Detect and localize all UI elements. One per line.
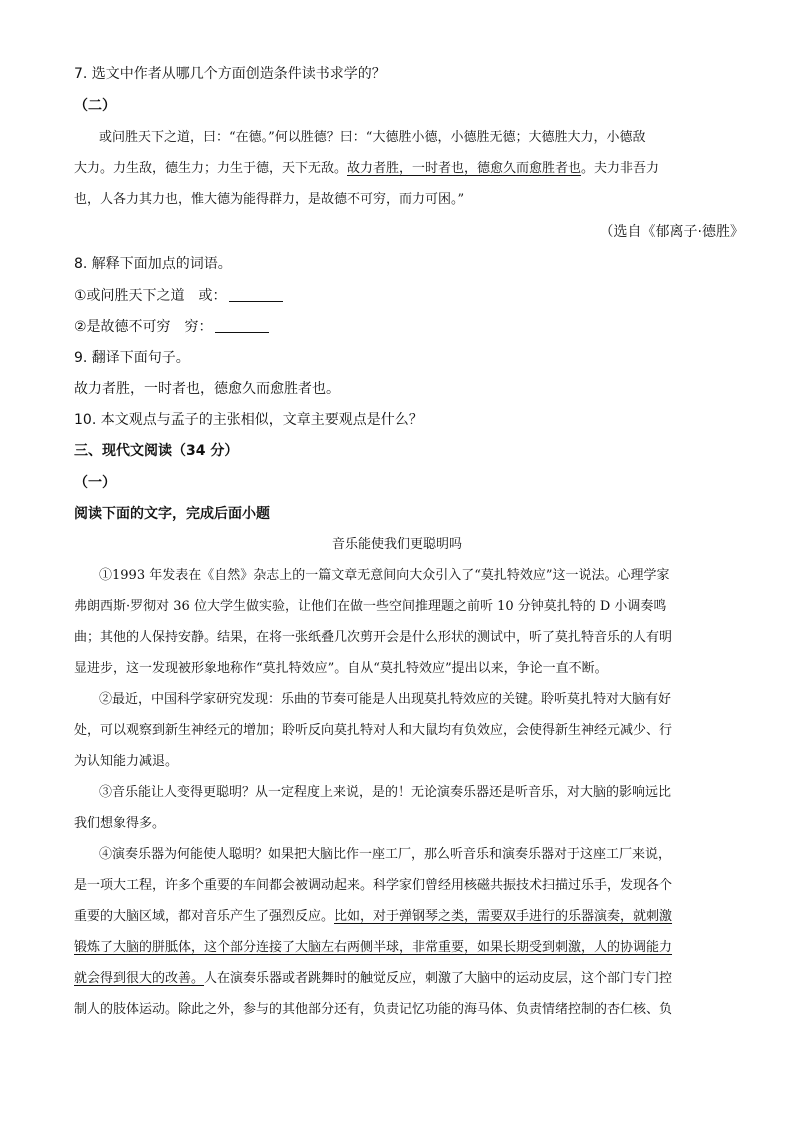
paragraph-4-line-4: 锻炼了大脑的胼胝体，这个部分连接了大脑左右两侧半球，非常重要，如果长期受到刺激，人的协调能力: [74, 940, 673, 955]
question-8: 8. 解释下面加点的词语。: [74, 256, 232, 272]
paragraph-2-line-1: ②最近，中国科学家研究发现：乐曲的节奏可能是人出现莫扎特效应的关键。聆听莫扎特对大脑有好: [99, 692, 672, 707]
paragraph-4-line-3: [74, 907, 672, 927]
underlined-sentence: 故力者胜，一时者也，德愈久而愈胜者也: [347, 161, 582, 176]
section-2-title: （二）: [74, 98, 116, 114]
question-8-item-1-text: ①或问胜天下之道 或：: [74, 288, 227, 304]
underlined-sentence: 就会得到很大的改善。: [74, 971, 205, 986]
answer-blank: [215, 318, 269, 333]
question-10: 10. 本文观点与孟子的主张相似，文章主要观点是什么？: [74, 412, 423, 428]
reading-instruction: 阅读下面的文字，完成后面小题: [74, 506, 270, 522]
paragraph-4-line-6: 制人的肢体运动。除此之外，参与的其他部分还有，负责记忆功能的海马体、负责情绪控制的杏仁核、负: [74, 1002, 673, 1017]
paragraph-4-line-5-end: 人在演奏乐器或者跳舞时的触觉反应，刺激了大脑中的运动皮层，这个部门专门控: [204, 971, 673, 986]
question-8-item-1: [74, 286, 283, 306]
classical-text-line-2-end: 。夫力非吾力: [581, 161, 660, 176]
answer-blank: [229, 287, 283, 302]
paragraph-3-line-1: ③音乐能让人变得更聪明？从一定程度上来说，是的！无论演奏乐器还是听音乐，对大脑的影响远比: [99, 785, 672, 800]
paragraph-1-line-4: 显进步，这一发现被形象地称作“莫扎特效应”。自从“莫扎特效应”提出以来，争论一直不断。: [74, 661, 608, 676]
part-3-subsection: （一）: [74, 475, 116, 491]
classical-text-line-3: 也，人各力其力也，惟大德为能得群力，是故德不可穷，而力可困。”: [74, 192, 465, 207]
question-8-item-2: [74, 317, 269, 337]
question-7: 7. 选文中作者从哪几个方面创造条件读书求学的？: [74, 66, 386, 82]
classical-text-line-1: 或问胜天下之道，曰：“在德。”何以胜德？曰：“大德胜小德，小德胜无德；大德胜大力，小德敌: [99, 130, 646, 145]
question-9: 9. 翻译下面句子。: [74, 350, 190, 366]
paragraph-1-line-3: 曲；其他的人保持安静。结果，在将一张纸叠几次剪开会是什么形状的测试中，听了莫扎特音乐的人有明: [74, 630, 673, 645]
part-3-heading: 三、现代文阅读（34 分）: [74, 443, 239, 459]
paragraph-4-line-3-start: 重要的大脑区域，都对音乐产生了强烈反应。: [74, 909, 335, 924]
paragraph-4-line-5: [74, 969, 672, 989]
question-8-item-2-text: ②是故德不可穷 穷：: [74, 319, 213, 335]
paragraph-1-line-1: ①1993 年发表在《自然》杂志上的一篇文章无意间向大众引入了“莫扎特效应”这一说法。心理学家: [99, 568, 670, 583]
question-9-sentence: 故力者胜，一时者也，德愈久而愈胜者也。: [74, 381, 340, 397]
paragraph-1-line-2: 弗朗西斯·罗彻对 36 位大学生做实验，让他们在做一些空间推理题之前听 10 分钟莫扎特的 D 小调奏鸣: [74, 599, 667, 614]
paragraph-2-line-2: 处，可以观察到新生神经元的增加；聆听反向莫扎特对人和大鼠均有负效应，会使得新生神经元减少、行: [74, 723, 673, 738]
classical-text-line-2-start: 大力。力生敌，德生力；力生于德，天下无敌。: [74, 161, 348, 176]
underlined-sentence: 比如，对于弹钢琴之类，需要双手进行的乐器演奏，就刺激: [334, 909, 673, 924]
paragraph-2-line-3: 为认知能力减退。: [74, 754, 179, 769]
paragraph-4-line-2: 是一项大工程，许多个重要的车间都会被调动起来。科学家们曾经用核磁共振技术扫描过乐手，发现各个: [74, 878, 673, 893]
paragraph-3-line-2: 我们想象得多。: [74, 816, 166, 831]
classical-source: （选自《郁离子·德胜》: [599, 224, 744, 240]
paragraph-4-line-1: ④演奏乐器为何能使人聪明？如果把大脑比作一座工厂，那么听音乐和演奏乐器对于这座工厂来说，: [99, 847, 672, 862]
classical-text-line-2: [74, 159, 659, 179]
article-title: 音乐能使我们更聪明吗: [331, 537, 462, 552]
